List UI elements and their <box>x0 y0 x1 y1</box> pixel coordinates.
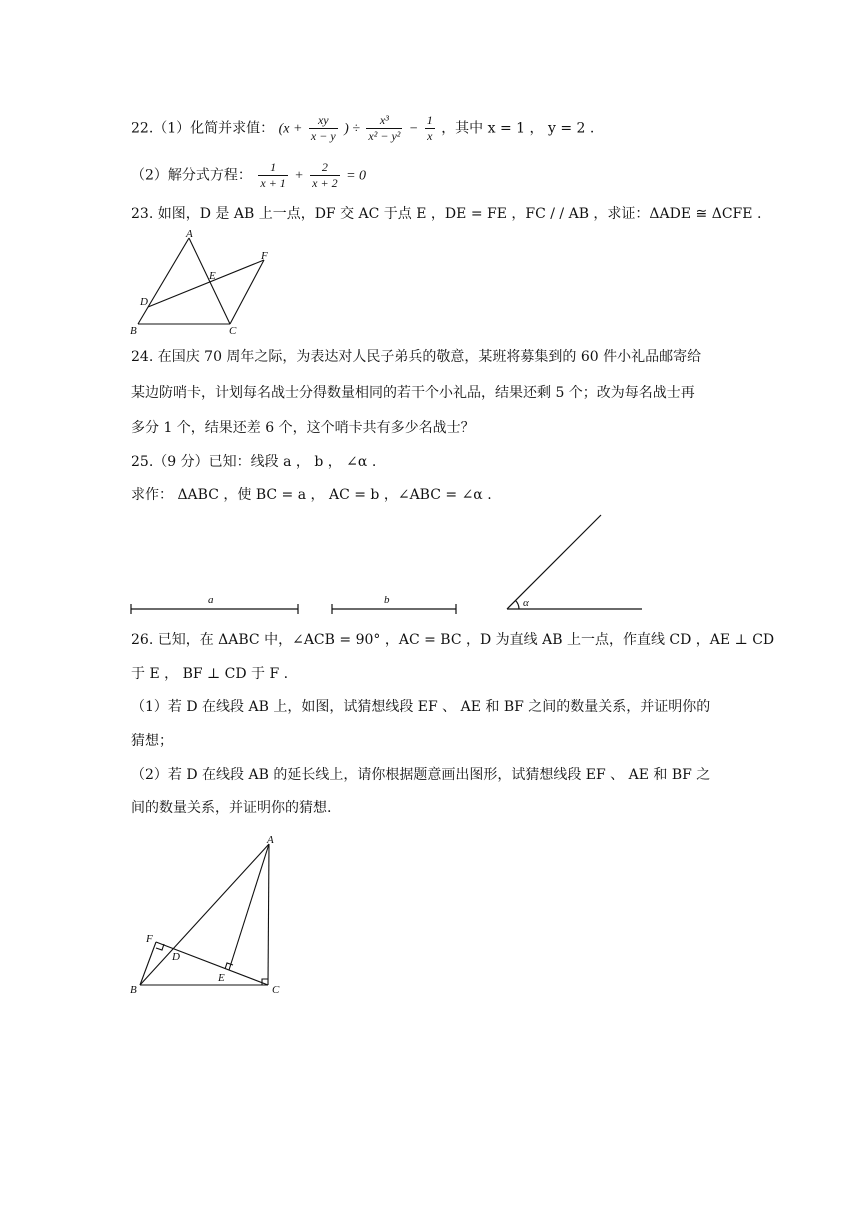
q24-line1: 24. 在国庆 70 周年之际，为表达对人民子弟兵的敬意，某班将募集到的 60 件小礼品邮寄给 <box>131 349 702 365</box>
q26-line5: （2）若 D 在线段 AB 的延长线上，请你根据题意画出图形，试猜想线段 EF 、 AE 和 BF 之 <box>131 767 711 783</box>
label-A: A <box>186 228 193 240</box>
label-B: B <box>130 325 137 337</box>
label-a: a <box>208 594 214 606</box>
q25-line1: 25.（9 分）已知：线段 a ， b ， ∠α . <box>131 454 377 470</box>
label-D: D <box>172 951 180 963</box>
label-alpha: α <box>523 597 529 609</box>
q26-line6: 间的数量关系，并证明你的猜想. <box>131 800 332 816</box>
label-B: B <box>130 984 137 996</box>
q22-part2 <box>131 160 366 191</box>
figure-26 <box>125 830 295 1010</box>
label-F: F <box>261 250 268 262</box>
expr-open: (x + <box>278 121 303 137</box>
fraction-2-over-x2: $\frac{2}{x + 2}$ <box>312 160 338 190</box>
fraction-x3: $\frac{\text{x³}}{\text{x² − y²}}$ <box>368 113 401 143</box>
label-b: b <box>384 594 390 606</box>
q22-condition: ，其中 x = 1 ， y = 2 . <box>441 120 595 137</box>
expr-close: ) ÷ <box>344 121 360 137</box>
fraction-1-over-x1: $\frac{1}{x + 1}$ <box>260 160 286 190</box>
q26-line1: 26. 已知，在 ΔABC 中，∠ACB = 90° ，AC = BC ，D 为直线 AB 上一点，作直线 CD ，AE ⊥ CD <box>131 632 775 648</box>
label-E: E <box>209 270 216 282</box>
q24-line2: 某边防哨卡，计划每名战士分得数量相同的若干个小礼品，结果还剩 5 个；改为每名战士再 <box>131 385 695 401</box>
q26-line4: 猜想； <box>131 733 173 749</box>
fraction-xy: $\frac{xy}{x - y}$ <box>310 113 336 143</box>
q23-text: 23. 如图，D 是 AB 上一点，DF 交 AC 于点 E ，DE = FE ，FC / / AB ，求证：ΔADE ≅ ΔCFE . <box>131 206 762 222</box>
label-E: E <box>218 972 225 984</box>
plus-sign: + <box>294 168 304 184</box>
q26-line3: （1）若 D 在线段 AB 上，如图，试猜想线段 EF 、 AE 和 BF 之间的数量关系，并证明你的 <box>131 699 711 715</box>
q22-part1-prefix: 22.（1）化简并求值： <box>131 120 275 137</box>
q22-part1 <box>131 113 594 144</box>
label-A: A <box>267 834 274 846</box>
q26-line2: 于 E ， BF ⊥ CD 于 F . <box>131 666 289 682</box>
equals-zero: = 0 <box>346 168 367 184</box>
minus-sign: − <box>408 121 419 137</box>
q22-part2-prefix: （2）解分式方程： <box>131 167 252 184</box>
figure-23 <box>128 228 278 338</box>
label-D: D <box>140 296 148 308</box>
q25-line2: 求作： ΔABC ，使 BC = a ， AC = b ，∠ABC = ∠α . <box>131 487 492 503</box>
label-C: C <box>272 984 280 996</box>
q24-line3: 多分 1 个，结果还差 6 个，这个哨卡共有多少名战士？ <box>131 420 475 436</box>
label-F: F <box>146 933 153 945</box>
label-C: C <box>229 325 237 337</box>
fraction-1-over-x: $\frac{1}{x}$ <box>426 113 433 143</box>
figure-25 <box>128 510 648 620</box>
